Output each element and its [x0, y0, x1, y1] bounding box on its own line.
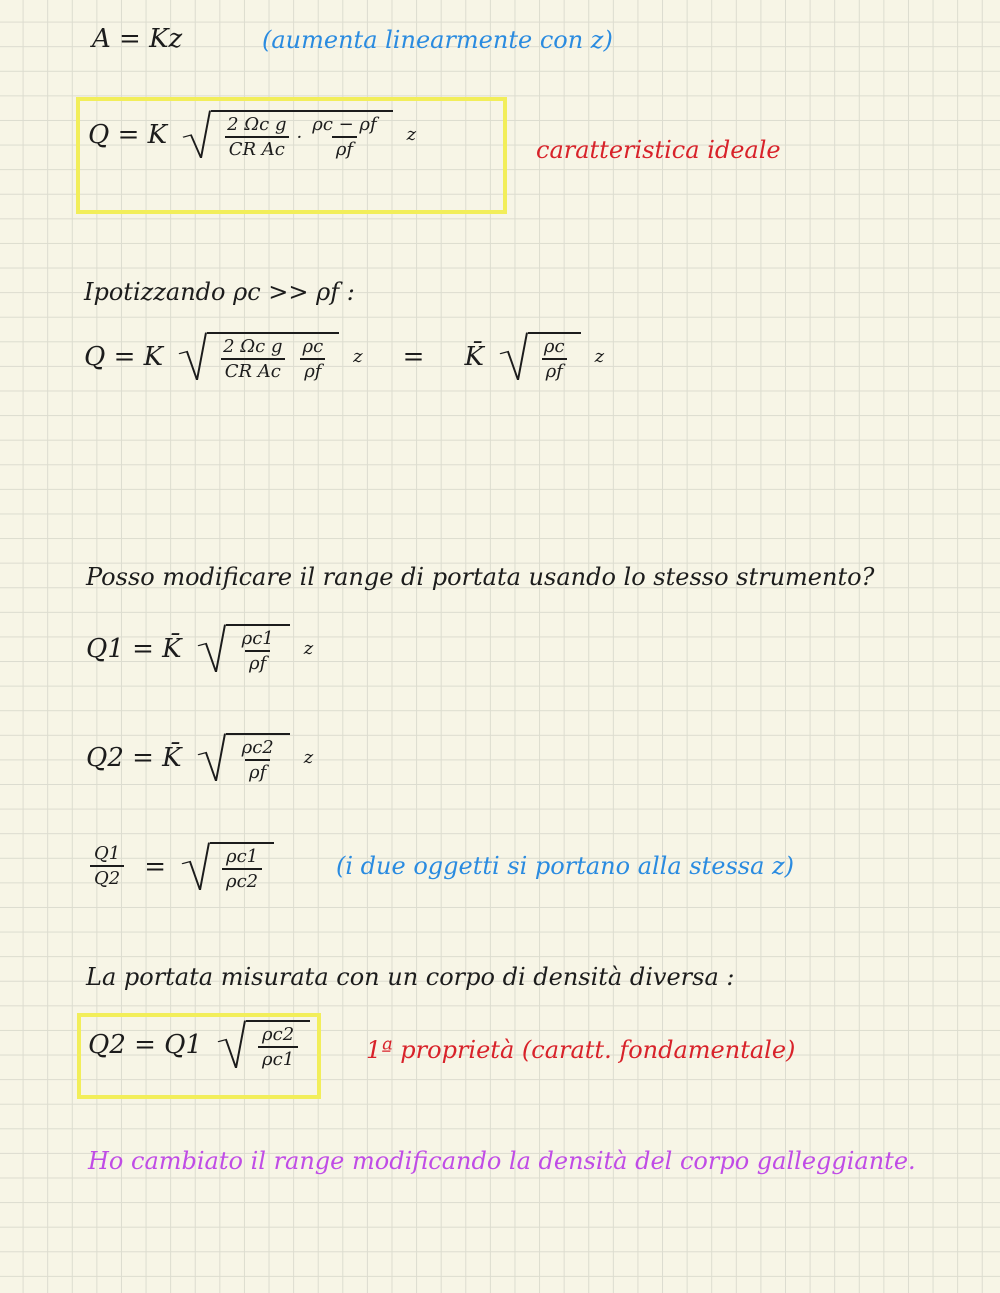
label-first-property: 1ª proprietà (caratt. fondamentale)	[366, 1036, 796, 1064]
fraction-q-ratio: $\frac{Q1}{Q2}$	[90, 845, 124, 888]
label-ideal-characteristic: caratteristica ideale	[536, 136, 781, 164]
fraction-geometry-2: $\frac{\text{2 Ωc g}}{\text{CR Ac}}$	[219, 338, 286, 381]
fraction-density: $\frac{\rho c - \rho f}{\rho f}$	[312, 114, 377, 160]
fraction-density-2: $\frac{\rho c}{\rho f}$	[299, 338, 328, 381]
note-linear-increase: (aumenta linearmente con z)	[262, 26, 613, 54]
conclusion-text: Ho cambiato il range modificando la densità del corpo galleggiante.	[88, 1147, 916, 1175]
note-same-z: (i due oggetti si portano alla stessa z)	[336, 852, 795, 880]
equation-q1: Q1 = K̄ $\frac{\rho c1}{\rho f}$ z	[86, 624, 313, 673]
equation-simplified: Q = K $\frac{\text{2 Ωc g}}{\text{CR Ac}}$ $\frac{\rho c}{\rho f}$ z = K̄ $\frac{\rho c}{\rho f}$ z	[84, 332, 604, 381]
question-text: Posso modificare il range di portata usando lo stesso strumento?	[86, 563, 875, 591]
sqrt-ideal: $\frac{\text{2 Ωc g}}{\text{CR Ac}}$ · $\frac{\rho c - \rho f}{\rho f}$	[181, 110, 393, 159]
density-sentence: La portata misurata con un corpo di densità diversa :	[86, 963, 735, 991]
equation-q2: Q2 = K̄ $\frac{\rho c2}{\rho f}$ z	[86, 733, 313, 782]
equation-ratio: $\frac{Q1}{Q2}$ = $\frac{\rho c1}{\rho c2}$	[84, 842, 274, 891]
equation-ideal-characteristic: Q = K $\frac{\text{2 Ωc g}}{\text{CR Ac}}$ · $\frac{\rho c - \rho f}{\rho f}$ z	[88, 110, 416, 159]
equation-first-property: Q2 = Q1 $\frac{\rho c2}{\rho c1}$	[88, 1020, 310, 1069]
fraction-density-3: $\frac{\rho c}{\rho f}$	[540, 338, 569, 381]
ideal-lhs: Q = K	[88, 119, 168, 150]
fraction-geometry: $\frac{\text{2 Ωc g}}{\text{CR Ac}}$	[223, 116, 290, 159]
equation-area-linear: A = Kz	[92, 24, 183, 54]
hypothesis-text: Ipotizzando ρc >> ρf :	[84, 278, 355, 306]
